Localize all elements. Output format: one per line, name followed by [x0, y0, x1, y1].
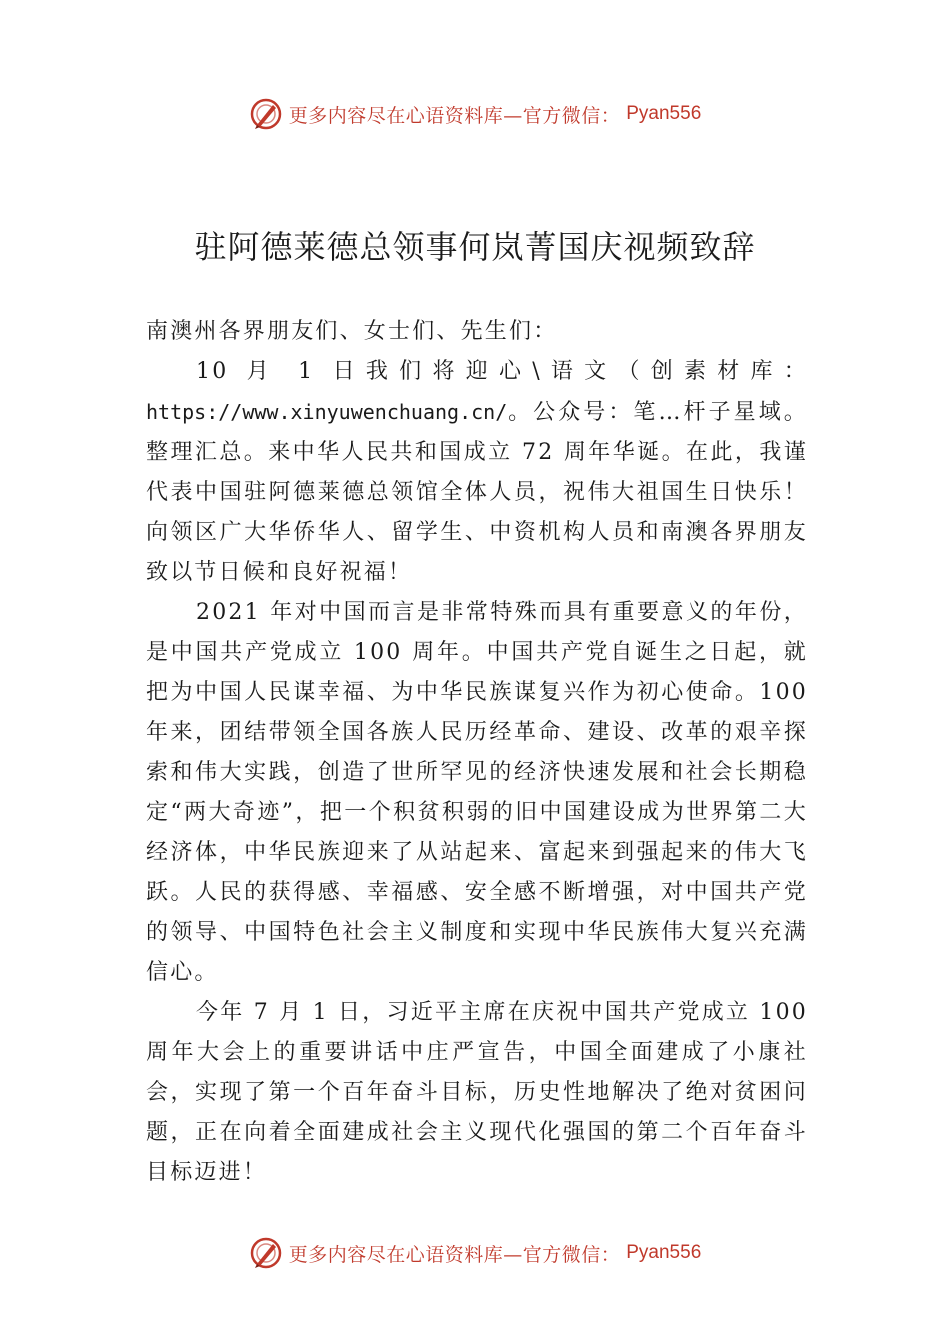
document-body [146, 312, 808, 1193]
salutation: 南澳州各界朋友们、女士们、先生们： [146, 319, 558, 344]
banner-wechat-id: Pyan556 [626, 1242, 702, 1263]
document-title: 驻阿德莱德总领事何岚菁国庆视频致辞 [194, 228, 756, 266]
paragraph-3: 今年 7 月 1 日，习近平主席在庆祝中国共产党成立 100 周年大会上的重要讲话中庄严宣告，中国全面建成了小康社会，实现了第一个百年奋斗目标，历史性地解决了绝对贫困问题，正在向着全面建成社会主义现代化强国的第二个百年奋斗目标迈进！ [146, 1000, 808, 1185]
banner-text: 更多内容尽在心语资料库—官方微信： [288, 1243, 621, 1266]
paragraph-1-rest: 。公众号：笔…杆子星域。整理汇总。来中华人民共和国成立 72 周年华诞。在此，我谨代表中国驻阿德莱德总领馆全体人员，祝伟大祖国生日快乐！向领区广大华侨华人、留学生、中资机构人员和南澳各界朋友致以节日候和良好祝福！ [146, 400, 808, 585]
pen-logo-icon [249, 97, 283, 131]
source-url: https://www.xinyuwenchuang.cn/ [146, 400, 508, 424]
header-banner [0, 94, 950, 134]
paragraph-2: 2021 年对中国而言是非常特殊而具有重要意义的年份，是中国共产党成立 100 周年。中国共产党自诞生之日起，就把为中国人民谋幸福、为中华民族谋复兴作为初心使命。100 年来，团结带领全国各族人民历经革命、建设、改革的艰辛探索和伟大实践，创造了世所罕见的经济快速发展和社会长期稳定“两大奇迹”，把一个积贫积弱的旧中国建设成为世界第二大经济体，中华民族迎来了从站起来、富起来到强起来的伟大飞跃。人民的获得感、幸福感、安全感不断增强，对中国共产党的领导、中国特色社会主义制度和实现中华民族伟大复兴充满信心。 [146, 600, 808, 985]
paragraph-1-intro: 10 月 1 日我们将迎心\语文（创素材库： [196, 359, 808, 384]
banner-text: 更多内容尽在心语资料库—官方微信： [288, 104, 621, 127]
paragraph-1 [146, 352, 808, 593]
banner-wechat-id: Pyan556 [626, 103, 702, 124]
footer-banner [0, 1233, 950, 1273]
pen-logo-icon [249, 1236, 283, 1270]
